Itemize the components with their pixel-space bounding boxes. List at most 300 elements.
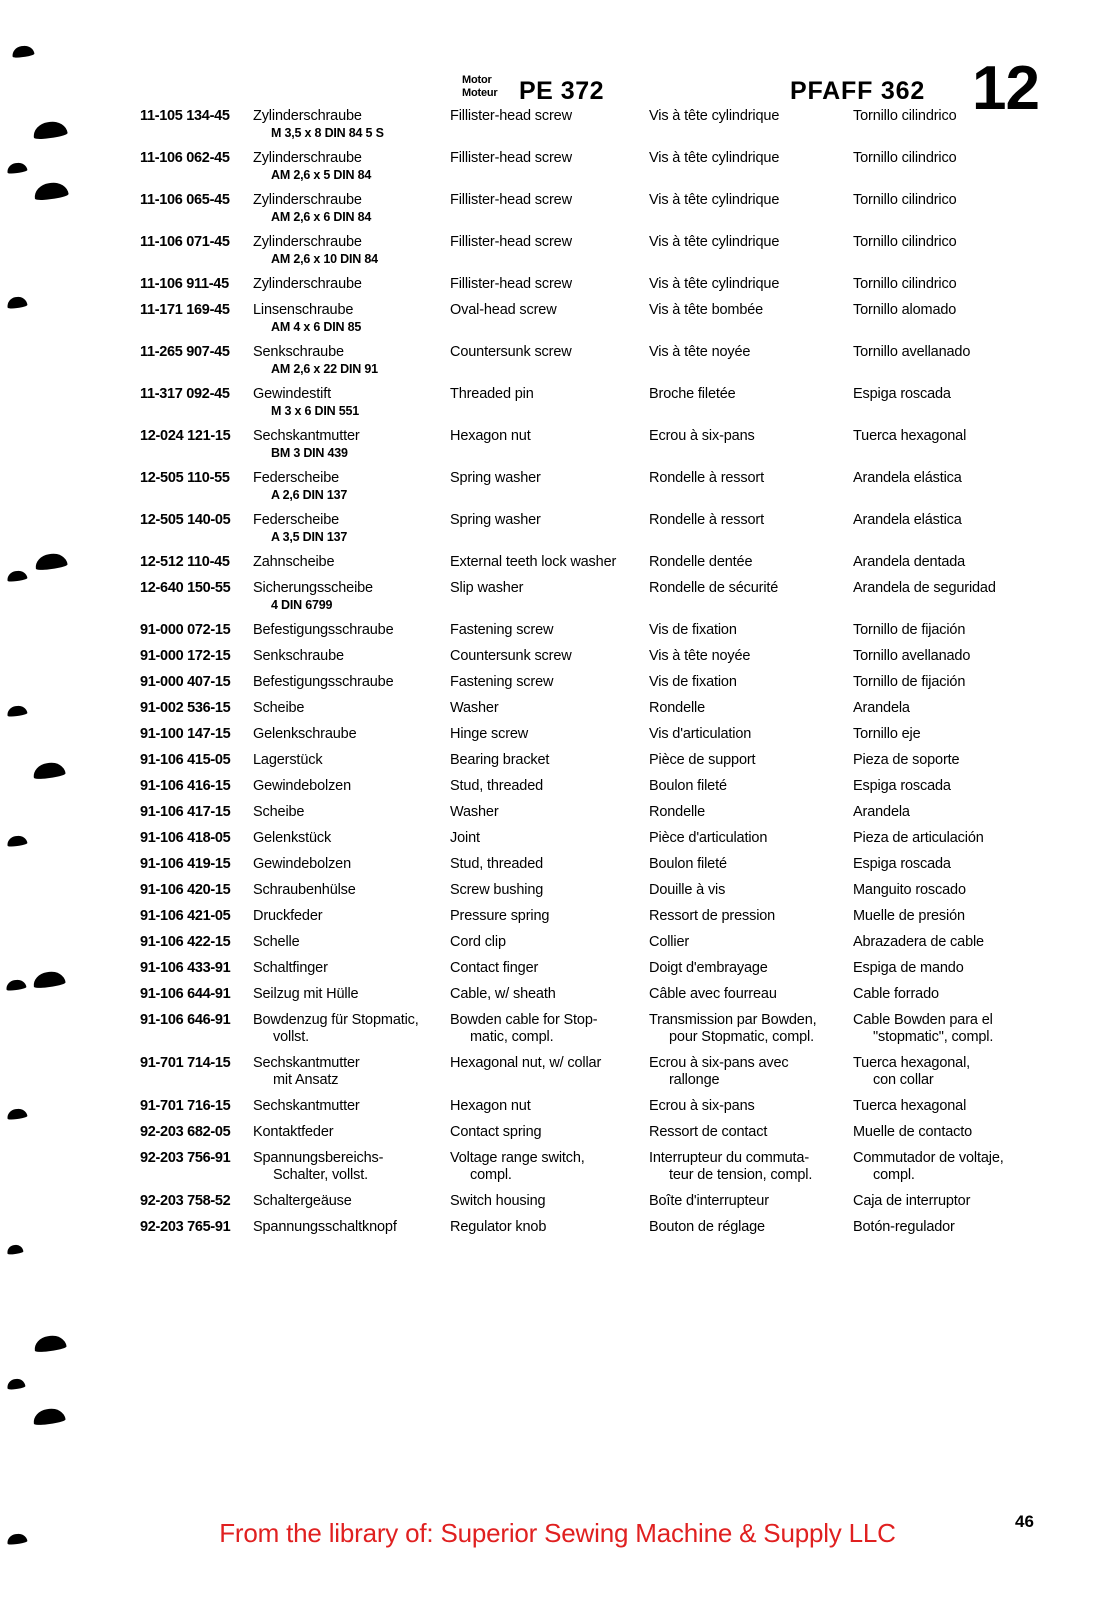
model-designation-pfaff: PFAFF 362 [790,77,926,105]
part-number: 92-203 765-91 [140,1219,231,1235]
part-number: 91-000 172-15 [140,648,231,664]
table-row [0,778,1115,795]
plate-number: 12 [972,54,1039,123]
part-description-es [853,192,1103,209]
description-line: Zylinderschraube [253,276,362,292]
description-line: Tuerca hexagonal [853,1098,967,1114]
description-line: Scheibe [253,804,305,820]
part-description-es [853,908,1103,925]
part-description-es [853,1124,1103,1141]
part-description-fr [649,882,853,899]
part-description-de [253,908,450,925]
part-description-es [853,386,1103,403]
description-line: Zylinderschraube [253,234,362,250]
description-line-continued: rallonge [669,1072,720,1088]
part-number: 12-640 150-55 [140,580,231,596]
part-description-es [853,1055,1103,1089]
part-description-de [253,648,450,665]
part-description-de [253,1098,450,1115]
description-line: Switch housing [450,1193,546,1209]
table-row [0,752,1115,769]
part-description-fr [649,344,853,361]
description-line: Befestigungsschraube [253,622,394,638]
description-line: Slip washer [450,580,524,596]
part-number: 91-106 417-15 [140,804,231,820]
description-line: External teeth lock washer [450,554,617,570]
motor-label-fr: Moteur [462,87,498,99]
part-description-de [253,470,450,503]
description-line: Bowdenzug für Stopmatic, [253,1012,419,1028]
part-description-es [853,1150,1103,1184]
part-specification: A 3,5 DIN 137 [271,530,348,544]
part-description-de [253,1219,450,1236]
part-description-es [853,512,1103,529]
part-description-fr [649,554,853,571]
description-line: Ecrou à six-pans [649,1098,755,1114]
part-description-es [853,882,1103,899]
description-line: Spannungsbereichs- [253,1150,384,1166]
description-line: Zylinderschraube [253,108,362,124]
part-description-en [450,470,649,487]
part-description-de [253,428,450,461]
description-line: Fastening screw [450,622,554,638]
description-line: Tornillo cilindrico [853,234,957,250]
part-description-de [253,752,450,769]
description-line: Vis d'articulation [649,726,752,742]
part-description-fr [649,804,853,821]
part-number: 11-106 062-45 [140,150,230,166]
description-line: Sechskantmutter [253,1098,360,1114]
description-line: Vis à tête cylindrique [649,192,780,208]
part-description-en [450,648,649,665]
description-line: Espiga roscada [853,386,951,402]
part-description-es [853,986,1103,1003]
description-line: Scheibe [253,700,305,716]
description-line: Screw bushing [450,882,544,898]
part-description-de [253,622,450,639]
part-description-fr [649,234,853,251]
part-description-de [253,580,450,613]
description-line: Commutador de voltaje, [853,1150,1004,1166]
description-line: Tornillo de fijación [853,674,966,690]
description-line: Countersunk screw [450,648,572,664]
part-description-de [253,344,450,377]
part-description-en [450,1055,649,1072]
description-line: Schaltergeäuse [253,1193,352,1209]
description-line: Regulator knob [450,1219,547,1235]
part-number: 11-106 065-45 [140,192,230,208]
part-description-en [450,1012,649,1046]
part-description-de [253,882,450,899]
part-description-fr [649,908,853,925]
description-line: Espiga roscada [853,856,951,872]
description-line: Pièce de support [649,752,756,768]
part-number: 91-106 419-15 [140,856,231,872]
description-line: Linsenschraube [253,302,354,318]
description-line: Tornillo alomado [853,302,957,318]
part-specification: 4 DIN 6799 [271,598,333,612]
part-description-es [853,752,1103,769]
part-description-fr [649,580,853,597]
description-line: Transmission par Bowden, [649,1012,817,1028]
description-line: Countersunk screw [450,344,572,360]
description-line: Hexagon nut [450,428,531,444]
description-line-continued: mit Ansatz [273,1072,339,1088]
description-line: Sicherungsscheibe [253,580,373,596]
part-description-fr [649,1193,853,1210]
part-description-en [450,150,649,167]
part-description-fr [649,674,853,691]
part-description-fr [649,726,853,743]
description-line: Arandela [853,804,910,820]
part-description-fr [649,778,853,795]
description-line-continued: "stopmatic", compl. [873,1029,994,1045]
table-row [0,192,1115,225]
description-line: Federscheibe [253,512,340,528]
part-number: 11-105 134-45 [140,108,230,124]
description-line: Arandela elástica [853,470,962,486]
part-description-en [450,700,649,717]
part-number: 11-171 169-45 [140,302,230,318]
part-specification: AM 2,6 x 22 DIN 91 [271,362,378,376]
part-specification: AM 4 x 6 DIN 85 [271,320,362,334]
table-row [0,234,1115,267]
description-line: Vis à tête noyée [649,344,751,360]
part-description-en [450,276,649,293]
table-row [0,700,1115,717]
part-description-en [450,1124,649,1141]
description-line: Fillister-head screw [450,108,572,124]
table-row [0,386,1115,419]
table-row [0,344,1115,377]
part-description-es [853,622,1103,639]
description-line: Bouton de réglage [649,1219,765,1235]
part-number: 11-317 092-45 [140,386,230,402]
part-description-en [450,1150,649,1184]
description-line: Pieza de soporte [853,752,960,768]
part-number: 12-505 140-05 [140,512,231,528]
part-description-es [853,960,1103,977]
part-number: 91-701 714-15 [140,1055,231,1071]
description-line: Schaltfinger [253,960,328,976]
part-number: 11-106 071-45 [140,234,230,250]
part-description-fr [649,276,853,293]
library-attribution: From the library of: Superior Sewing Machine & Supply LLC [219,1518,896,1548]
description-line: Druckfeder [253,908,323,924]
part-description-fr [649,428,853,445]
description-line: Schelle [253,934,300,950]
part-specification: AM 2,6 x 10 DIN 84 [271,252,378,266]
description-line: Vis à tête cylindrique [649,150,780,166]
part-number: 91-106 646-91 [140,1012,231,1028]
scan-mark [32,1407,66,1426]
part-description-en [450,554,649,571]
description-line: Fillister-head screw [450,150,572,166]
part-description-en [450,234,649,251]
part-number: 91-002 536-15 [140,700,231,716]
part-description-fr [649,1055,853,1089]
description-line: Interrupteur du commuta- [649,1150,809,1166]
part-description-fr [649,1098,853,1115]
part-description-en [450,302,649,319]
part-description-de [253,674,450,691]
description-line: Bowden cable for Stop- [450,1012,598,1028]
part-description-de [253,986,450,1003]
description-line: Washer [450,700,499,716]
table-row [0,726,1115,743]
part-description-de [253,386,450,419]
motor-label-block [462,74,497,100]
part-number: 92-203 756-91 [140,1150,231,1166]
part-description-de [253,934,450,951]
description-line: Arandela de seguridad [853,580,996,596]
description-line-continued: pour Stopmatic, compl. [669,1029,814,1045]
part-description-en [450,830,649,847]
part-description-de [253,700,450,717]
part-description-fr [649,1219,853,1236]
part-description-es [853,648,1103,665]
description-line: Voltage range switch, [450,1150,585,1166]
part-description-es [853,1098,1103,1115]
part-description-es [853,934,1103,951]
description-line: Contact spring [450,1124,542,1140]
description-line: Spring washer [450,470,541,486]
table-row [0,882,1115,899]
part-number: 91-106 418-05 [140,830,231,846]
model-designation-pe: PE 372 [519,77,605,105]
description-line: Gelenkschraube [253,726,357,742]
part-number: 12-024 121-15 [140,428,231,444]
description-line: Oval-head screw [450,302,557,318]
part-description-en [450,804,649,821]
part-description-de [253,150,450,183]
part-description-fr [649,386,853,403]
part-description-de [253,276,450,293]
description-line: Arandela elástica [853,512,962,528]
description-line: Boulon fileté [649,778,727,794]
part-description-de [253,108,450,141]
description-line: Sechskantmutter [253,428,360,444]
part-specification: BM 3 DIN 439 [271,446,348,460]
part-description-en [450,428,649,445]
description-line: Hexagonal nut, w/ collar [450,1055,602,1071]
part-description-fr [649,108,853,125]
part-description-en [450,1193,649,1210]
description-line: Boîte d'interrupteur [649,1193,769,1209]
description-line: Washer [450,804,499,820]
part-description-en [450,386,649,403]
description-line-continued: compl. [873,1167,915,1183]
description-line: Vis à tête noyée [649,648,751,664]
table-row [0,1219,1115,1236]
description-line: Senkschraube [253,344,344,360]
part-description-es [853,428,1103,445]
description-line: Muelle de presión [853,908,965,924]
description-line: Tornillo de fijación [853,622,966,638]
description-line: Ressort de contact [649,1124,768,1140]
description-line: Botón-regulador [853,1219,955,1235]
motor-label-de: Motor [462,74,492,86]
description-line: Joint [450,830,480,846]
part-number: 92-203 758-52 [140,1193,231,1209]
part-description-fr [649,622,853,639]
description-line: Bearing bracket [450,752,550,768]
description-line: Espiga de mando [853,960,964,976]
part-description-de [253,192,450,225]
part-number: 91-106 421-05 [140,908,231,924]
description-line: Befestigungsschraube [253,674,394,690]
part-description-fr [649,150,853,167]
scan-mark [6,1244,23,1255]
part-description-es [853,1219,1103,1236]
description-line: Tornillo cilindrico [853,276,957,292]
description-line: Stud, threaded [450,778,544,794]
table-row [0,622,1115,639]
part-specification: AM 2,6 x 6 DIN 84 [271,210,372,224]
part-description-es [853,554,1103,571]
part-description-de [253,1124,450,1141]
part-description-en [450,1098,649,1115]
part-description-en [450,882,649,899]
part-description-en [450,778,649,795]
part-description-es [853,580,1103,597]
description-line: Tuerca hexagonal [853,428,967,444]
part-description-fr [649,1124,853,1141]
part-description-fr [649,512,853,529]
part-number: 91-106 644-91 [140,986,231,1002]
part-description-es [853,700,1103,717]
description-line: Tornillo avellanado [853,648,971,664]
table-row [0,276,1115,293]
part-description-fr [649,700,853,717]
description-line: Federscheibe [253,470,340,486]
part-description-en [450,674,649,691]
part-number: 12-505 110-55 [140,470,230,486]
part-specification: A 2,6 DIN 137 [271,488,348,502]
description-line-continued: vollst. [273,1029,310,1045]
part-number: 92-203 682-05 [140,1124,231,1140]
description-line: Gewindebolzen [253,778,352,794]
part-description-de [253,1055,450,1089]
description-line: Zylinderschraube [253,150,362,166]
description-line: Rondelle [649,804,706,820]
description-line-continued: con collar [873,1072,934,1088]
description-line: Arandela [853,700,910,716]
description-line: Spring washer [450,512,541,528]
table-row [0,1012,1115,1046]
table-row [0,108,1115,141]
description-line: Broche filetée [649,386,736,402]
description-line: Ressort de pression [649,908,776,924]
part-description-en [450,934,649,951]
part-description-en [450,726,649,743]
part-description-es [853,804,1103,821]
description-line: Senkschraube [253,648,344,664]
table-row [0,302,1115,335]
description-line: Rondelle [649,700,706,716]
description-line: Cord clip [450,934,506,950]
page-number: 46 [1015,1512,1034,1531]
description-line: Vis à tête bombée [649,302,764,318]
description-line: Hexagon nut [450,1098,531,1114]
table-row [0,1098,1115,1115]
part-description-en [450,856,649,873]
part-description-de [253,960,450,977]
description-line: Cable Bowden para el [853,1012,993,1028]
description-line: Gewindebolzen [253,856,352,872]
description-line-continued: compl. [470,1167,512,1183]
part-number: 11-106 911-45 [140,276,229,292]
description-line: Kontaktfeder [253,1124,334,1140]
part-description-en [450,512,649,529]
table-row [0,470,1115,503]
description-line: Pieza de articulación [853,830,984,846]
description-line-continued: Schalter, vollst. [273,1167,368,1183]
part-description-es [853,856,1103,873]
part-description-fr [649,830,853,847]
table-row [0,960,1115,977]
description-line: Douille à vis [649,882,726,898]
description-line: Sechskantmutter [253,1055,360,1071]
part-specification: AM 2,6 x 5 DIN 84 [271,168,372,182]
table-row [0,830,1115,847]
part-description-en [450,580,649,597]
part-description-en [450,1219,649,1236]
description-line: Fillister-head screw [450,234,572,250]
description-line: Stud, threaded [450,856,544,872]
description-line: Vis à tête cylindrique [649,108,780,124]
part-description-de [253,830,450,847]
description-line: Gewindestift [253,386,331,402]
part-description-de [253,554,450,571]
description-line: Tornillo avellanado [853,344,971,360]
description-line: Rondelle à ressort [649,470,764,486]
part-description-de [253,726,450,743]
part-description-es [853,344,1103,361]
table-row [0,150,1115,183]
part-description-fr [649,1012,853,1046]
table-row [0,512,1115,545]
description-line: Pressure spring [450,908,550,924]
table-row [0,1150,1115,1184]
part-description-es [853,276,1103,293]
table-row [0,428,1115,461]
description-line: Rondelle à ressort [649,512,764,528]
part-description-fr [649,986,853,1003]
part-number: 91-106 415-05 [140,752,231,768]
part-description-fr [649,856,853,873]
part-description-de [253,1193,450,1210]
part-description-de [253,856,450,873]
scan-mark [33,1334,67,1353]
part-description-fr [649,470,853,487]
description-line: Manguito roscado [853,882,966,898]
table-row [0,648,1115,665]
description-line: Pièce d'articulation [649,830,768,846]
part-description-es [853,1012,1103,1046]
description-line: Zahnscheibe [253,554,335,570]
description-line: Fastening screw [450,674,554,690]
description-line: Cable, w/ sheath [450,986,556,1002]
description-line-continued: matic, compl. [470,1029,554,1045]
description-line: Hinge screw [450,726,529,742]
description-line: Tornillo cilindrico [853,108,957,124]
description-line: Schraubenhülse [253,882,356,898]
description-line-continued: teur de tension, compl. [669,1167,813,1183]
part-description-de [253,302,450,335]
description-line: Spannungsschaltknopf [253,1219,397,1235]
part-number: 91-000 072-15 [140,622,231,638]
